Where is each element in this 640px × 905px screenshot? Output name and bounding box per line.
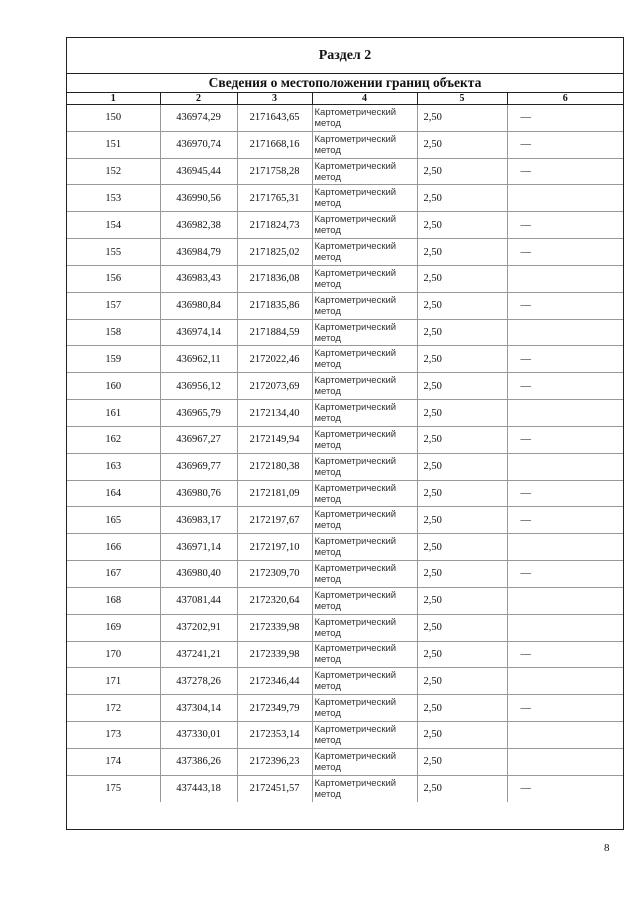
method-cell: Картометрический метод <box>312 212 417 239</box>
column-header: 1 <box>67 93 160 105</box>
table-row <box>67 400 623 427</box>
coordinate-x: 436967,27 <box>160 426 237 453</box>
section-title: Раздел 2 <box>67 38 623 74</box>
column-header: 3 <box>237 93 312 105</box>
coordinate-y: 2172149,94 <box>237 426 312 453</box>
page-number: 8 <box>604 842 610 854</box>
coordinate-y: 2172396,23 <box>237 748 312 775</box>
coordinate-y: 2172197,67 <box>237 507 312 534</box>
coordinate-x: 436983,43 <box>160 265 237 292</box>
description-cell: — <box>507 695 623 722</box>
coordinate-y: 2171643,65 <box>237 105 312 132</box>
coordinate-y: 2171758,28 <box>237 158 312 185</box>
accuracy-cell: 2,50 <box>417 265 507 292</box>
coordinate-x: 436983,17 <box>160 507 237 534</box>
table-row <box>67 722 623 749</box>
coordinate-y: 2172339,98 <box>237 614 312 641</box>
method-cell: Картометрический метод <box>312 507 417 534</box>
accuracy-cell: 2,50 <box>417 748 507 775</box>
table-row <box>67 185 623 212</box>
coordinate-y: 2172320,64 <box>237 587 312 614</box>
accuracy-cell: 2,50 <box>417 695 507 722</box>
description-cell <box>507 319 623 346</box>
table-row <box>67 453 623 480</box>
description-cell: — <box>507 346 623 373</box>
description-cell: — <box>507 373 623 400</box>
accuracy-cell: 2,50 <box>417 453 507 480</box>
table-row <box>67 212 623 239</box>
accuracy-cell: 2,50 <box>417 614 507 641</box>
method-cell: Картометрический метод <box>312 400 417 427</box>
coordinate-x: 436982,38 <box>160 212 237 239</box>
point-number: 161 <box>67 400 160 427</box>
coordinate-y: 2172309,70 <box>237 561 312 588</box>
document-frame <box>66 37 624 830</box>
column-header: 6 <box>507 93 623 105</box>
coordinate-x: 436980,76 <box>160 480 237 507</box>
description-cell <box>507 453 623 480</box>
point-number: 168 <box>67 587 160 614</box>
table-row <box>67 507 623 534</box>
method-cell: Картометрический метод <box>312 185 417 212</box>
accuracy-cell: 2,50 <box>417 212 507 239</box>
point-number: 156 <box>67 265 160 292</box>
accuracy-cell: 2,50 <box>417 373 507 400</box>
table-row <box>67 346 623 373</box>
accuracy-cell: 2,50 <box>417 722 507 749</box>
method-cell: Картометрический метод <box>312 561 417 588</box>
method-cell: Картометрический метод <box>312 131 417 158</box>
accuracy-cell: 2,50 <box>417 641 507 668</box>
coordinate-x: 436971,14 <box>160 534 237 561</box>
table-row <box>67 239 623 266</box>
method-cell: Картометрический метод <box>312 105 417 132</box>
coordinate-y: 2172181,09 <box>237 480 312 507</box>
method-cell: Картометрический метод <box>312 587 417 614</box>
boundary-coordinates-table <box>67 93 623 802</box>
coordinate-x: 436965,79 <box>160 400 237 427</box>
coordinate-x: 437081,44 <box>160 587 237 614</box>
table-row <box>67 561 623 588</box>
table-row <box>67 695 623 722</box>
coordinate-x: 437443,18 <box>160 775 237 802</box>
table-row <box>67 105 623 132</box>
coordinate-x: 436974,29 <box>160 105 237 132</box>
method-cell: Картометрический метод <box>312 319 417 346</box>
description-cell: — <box>507 292 623 319</box>
method-cell: Картометрический метод <box>312 480 417 507</box>
description-cell: — <box>507 212 623 239</box>
coordinate-y: 2172353,14 <box>237 722 312 749</box>
coordinate-x: 436945,44 <box>160 158 237 185</box>
coordinate-x: 436956,12 <box>160 373 237 400</box>
accuracy-cell: 2,50 <box>417 775 507 802</box>
accuracy-cell: 2,50 <box>417 158 507 185</box>
point-number: 169 <box>67 614 160 641</box>
description-cell: — <box>507 641 623 668</box>
coordinate-x: 436990,56 <box>160 185 237 212</box>
point-number: 173 <box>67 722 160 749</box>
coordinate-y: 2172073,69 <box>237 373 312 400</box>
coordinate-x: 437304,14 <box>160 695 237 722</box>
coordinate-y: 2172180,38 <box>237 453 312 480</box>
point-number: 152 <box>67 158 160 185</box>
coordinate-y: 2172134,40 <box>237 400 312 427</box>
coordinate-y: 2171825,02 <box>237 239 312 266</box>
table-row <box>67 775 623 802</box>
description-cell <box>507 534 623 561</box>
accuracy-cell: 2,50 <box>417 319 507 346</box>
method-cell: Картометрический метод <box>312 373 417 400</box>
accuracy-cell: 2,50 <box>417 239 507 266</box>
coordinate-x: 437241,21 <box>160 641 237 668</box>
accuracy-cell: 2,50 <box>417 292 507 319</box>
coordinate-x: 437330,01 <box>160 722 237 749</box>
coordinate-x: 436962,11 <box>160 346 237 373</box>
method-cell: Картометрический метод <box>312 534 417 561</box>
method-cell: Картометрический метод <box>312 346 417 373</box>
accuracy-cell: 2,50 <box>417 426 507 453</box>
table-row <box>67 480 623 507</box>
column-number-row <box>67 93 623 105</box>
point-number: 159 <box>67 346 160 373</box>
table-row <box>67 748 623 775</box>
description-cell <box>507 587 623 614</box>
point-number: 151 <box>67 131 160 158</box>
accuracy-cell: 2,50 <box>417 587 507 614</box>
description-cell: — <box>507 239 623 266</box>
coordinate-y: 2172339,98 <box>237 641 312 668</box>
column-header: 4 <box>312 93 417 105</box>
coordinate-x: 436980,40 <box>160 561 237 588</box>
method-cell: Картометрический метод <box>312 239 417 266</box>
point-number: 166 <box>67 534 160 561</box>
description-cell: — <box>507 426 623 453</box>
coordinate-x: 437278,26 <box>160 668 237 695</box>
coordinate-y: 2172346,44 <box>237 668 312 695</box>
point-number: 150 <box>67 105 160 132</box>
coordinate-x: 436969,77 <box>160 453 237 480</box>
column-header: 5 <box>417 93 507 105</box>
method-cell: Картометрический метод <box>312 722 417 749</box>
point-number: 175 <box>67 775 160 802</box>
method-cell: Картометрический метод <box>312 748 417 775</box>
point-number: 171 <box>67 668 160 695</box>
section-subtitle: Сведения о местоположении границ объекта <box>67 74 623 93</box>
description-cell: — <box>507 480 623 507</box>
coordinate-x: 436970,74 <box>160 131 237 158</box>
description-cell <box>507 614 623 641</box>
table-row <box>67 534 623 561</box>
description-cell <box>507 400 623 427</box>
table-row <box>67 641 623 668</box>
accuracy-cell: 2,50 <box>417 185 507 212</box>
coordinate-x: 437386,26 <box>160 748 237 775</box>
coordinate-y: 2171884,59 <box>237 319 312 346</box>
accuracy-cell: 2,50 <box>417 561 507 588</box>
method-cell: Картометрический метод <box>312 265 417 292</box>
method-cell: Картометрический метод <box>312 158 417 185</box>
method-cell: Картометрический метод <box>312 695 417 722</box>
point-number: 154 <box>67 212 160 239</box>
coordinate-y: 2171765,31 <box>237 185 312 212</box>
accuracy-cell: 2,50 <box>417 131 507 158</box>
table-row <box>67 131 623 158</box>
coordinate-y: 2171835,86 <box>237 292 312 319</box>
accuracy-cell: 2,50 <box>417 534 507 561</box>
point-number: 158 <box>67 319 160 346</box>
point-number: 174 <box>67 748 160 775</box>
description-cell <box>507 748 623 775</box>
coordinate-x: 436984,79 <box>160 239 237 266</box>
method-cell: Картометрический метод <box>312 775 417 802</box>
description-cell <box>507 722 623 749</box>
accuracy-cell: 2,50 <box>417 400 507 427</box>
coordinate-y: 2172349,79 <box>237 695 312 722</box>
description-cell: — <box>507 105 623 132</box>
description-cell <box>507 668 623 695</box>
coordinate-y: 2172022,46 <box>237 346 312 373</box>
point-number: 155 <box>67 239 160 266</box>
table-row <box>67 292 623 319</box>
table-row <box>67 319 623 346</box>
description-cell <box>507 185 623 212</box>
accuracy-cell: 2,50 <box>417 668 507 695</box>
method-cell: Картометрический метод <box>312 292 417 319</box>
table-row <box>67 668 623 695</box>
table-row <box>67 426 623 453</box>
point-number: 172 <box>67 695 160 722</box>
coordinate-y: 2171668,16 <box>237 131 312 158</box>
table-row <box>67 614 623 641</box>
point-number: 165 <box>67 507 160 534</box>
table-row <box>67 158 623 185</box>
method-cell: Картометрический метод <box>312 614 417 641</box>
description-cell: — <box>507 561 623 588</box>
accuracy-cell: 2,50 <box>417 346 507 373</box>
method-cell: Картометрический метод <box>312 453 417 480</box>
point-number: 157 <box>67 292 160 319</box>
coordinate-x: 436980,84 <box>160 292 237 319</box>
description-cell <box>507 265 623 292</box>
point-number: 164 <box>67 480 160 507</box>
method-cell: Картометрический метод <box>312 641 417 668</box>
method-cell: Картометрический метод <box>312 426 417 453</box>
point-number: 163 <box>67 453 160 480</box>
accuracy-cell: 2,50 <box>417 105 507 132</box>
coordinate-y: 2171824,73 <box>237 212 312 239</box>
description-cell: — <box>507 131 623 158</box>
point-number: 170 <box>67 641 160 668</box>
table-row <box>67 265 623 292</box>
point-number: 167 <box>67 561 160 588</box>
table-row <box>67 587 623 614</box>
point-number: 160 <box>67 373 160 400</box>
point-number: 162 <box>67 426 160 453</box>
method-cell: Картометрический метод <box>312 668 417 695</box>
description-cell: — <box>520 783 531 795</box>
coordinate-x: 437202,91 <box>160 614 237 641</box>
table-row <box>67 373 623 400</box>
coordinate-y: 2171836,08 <box>237 265 312 292</box>
coordinate-x: 436974,14 <box>160 319 237 346</box>
accuracy-cell: 2,50 <box>417 480 507 507</box>
coordinate-y: 2172197,10 <box>237 534 312 561</box>
accuracy-cell: 2,50 <box>417 507 507 534</box>
coordinate-y: 2172451,57 <box>237 775 312 802</box>
description-cell: — <box>507 507 623 534</box>
column-header: 2 <box>160 93 237 105</box>
description-cell: — <box>507 158 623 185</box>
point-number: 153 <box>67 185 160 212</box>
